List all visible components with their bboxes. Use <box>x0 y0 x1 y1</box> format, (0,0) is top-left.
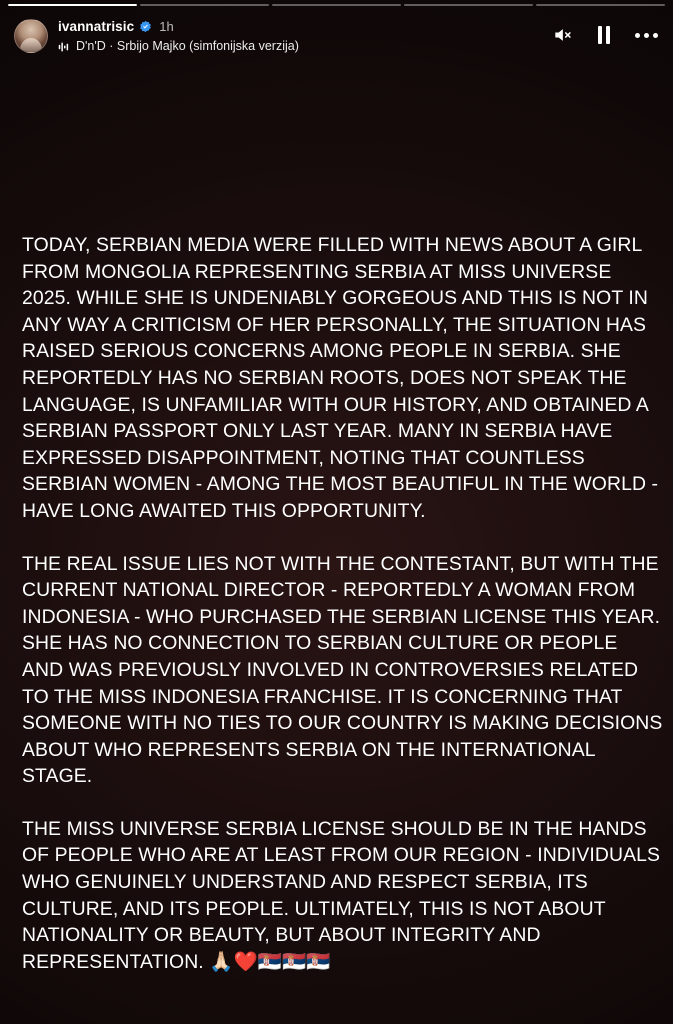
pause-button[interactable] <box>593 24 615 46</box>
avatar[interactable] <box>14 19 48 53</box>
story-progress-segment[interactable] <box>536 4 665 6</box>
story-paragraph: TODAY, SERBIAN MEDIA WERE FILLED WITH NEWS ABOUT A GIRL FROM MONGOLIA REPRESENTING SERBIA AT MISS UNIVERSE 2025. WHILE SHE IS UNDENIABLY GORGEOUS AND THIS IS NOT IN ANY WAY A CRITICISM OF HER PERSONALLY, THE SITUATION HAS RAISED SERIOUS CONCERNS AMONG PEOPLE IN SERBIA. SHE REPORTEDLY HAS NO SERBIAN ROOTS, DOES NOT SPEAK THE LANGUAGE, IS UNFAMILIAR WITH OUR HISTORY, AND OBTAINED A SERBIAN PASSPORT ONLY LAST YEAR. MANY IN SERBIA HAVE EXPRESSED DISAPPOINTMENT, NOTING THAT COUNTLESS SERBIAN WOMEN - AMONG THE MOST BEAUTIFUL IN THE WORLD - HAVE LONG AWAITED THIS OPPORTUNITY. <box>22 234 659 522</box>
verified-badge-icon <box>139 20 152 33</box>
story-music-row[interactable] <box>58 39 299 53</box>
story-text-content <box>22 232 663 975</box>
story-progress-segment[interactable] <box>272 4 401 6</box>
mute-button[interactable] <box>551 24 573 46</box>
story-header <box>0 10 673 68</box>
story-header-text <box>58 18 299 53</box>
story-author-line <box>58 19 299 34</box>
music-label: D'n'D · Srbijo Majko (simfonijska verzija) <box>76 39 299 53</box>
username-label[interactable]: ivannatrisic <box>58 19 135 34</box>
music-note-icon <box>58 40 70 52</box>
story-progress-segment[interactable] <box>140 4 269 6</box>
more-horizontal-icon <box>635 33 658 38</box>
story-paragraph: THE MISS UNIVERSE SERBIA LICENSE SHOULD BE IN THE HANDS OF PEOPLE WHO ARE AT LEAST FROM OUR REGION - INDIVIDUALS WHO GENUINELY UNDERSTAND AND RESPECT SERBIA, ITS CULTURE, AND ITS PEOPLE. ULTIMATELY, THIS IS NOT ABOUT NATIONALITY OR BEAUTY, BUT ABOUT INTEGRITY AND REPRESENTATION. 🙏🏻❤️🇷🇸🇷🇸🇷🇸 <box>22 817 661 973</box>
story-progress-bar <box>8 4 665 6</box>
story-paragraph: THE REAL ISSUE LIES NOT WITH THE CONTESTANT, BUT WITH THE CURRENT NATIONAL DIRECTOR - REPORTEDLY A WOMAN FROM INDONESIA - WHO PURCHASED THE SERBIAN LICENSE THIS YEAR. SHE HAS NO CONNECTION TO SERBIAN CULTURE OR PEOPLE AND WAS PREVIOUSLY INVOLVED IN CONTROVERSIES RELATED TO THE MISS INDONESIA FRANCHISE. IT IS CONCERNING THAT SOMEONE WITH NO TIES TO OUR COUNTRY IS MAKING DECISIONS ABOUT WHO REPRESENTS SERBIA ON THE INTERNATIONAL STAGE. <box>22 552 663 788</box>
pause-icon <box>597 26 611 44</box>
more-options-button[interactable] <box>635 24 657 46</box>
story-timestamp: 1h <box>159 19 174 34</box>
story-header-actions <box>551 18 661 46</box>
story-progress-segment[interactable] <box>404 4 533 6</box>
story-progress-segment[interactable] <box>8 4 137 6</box>
